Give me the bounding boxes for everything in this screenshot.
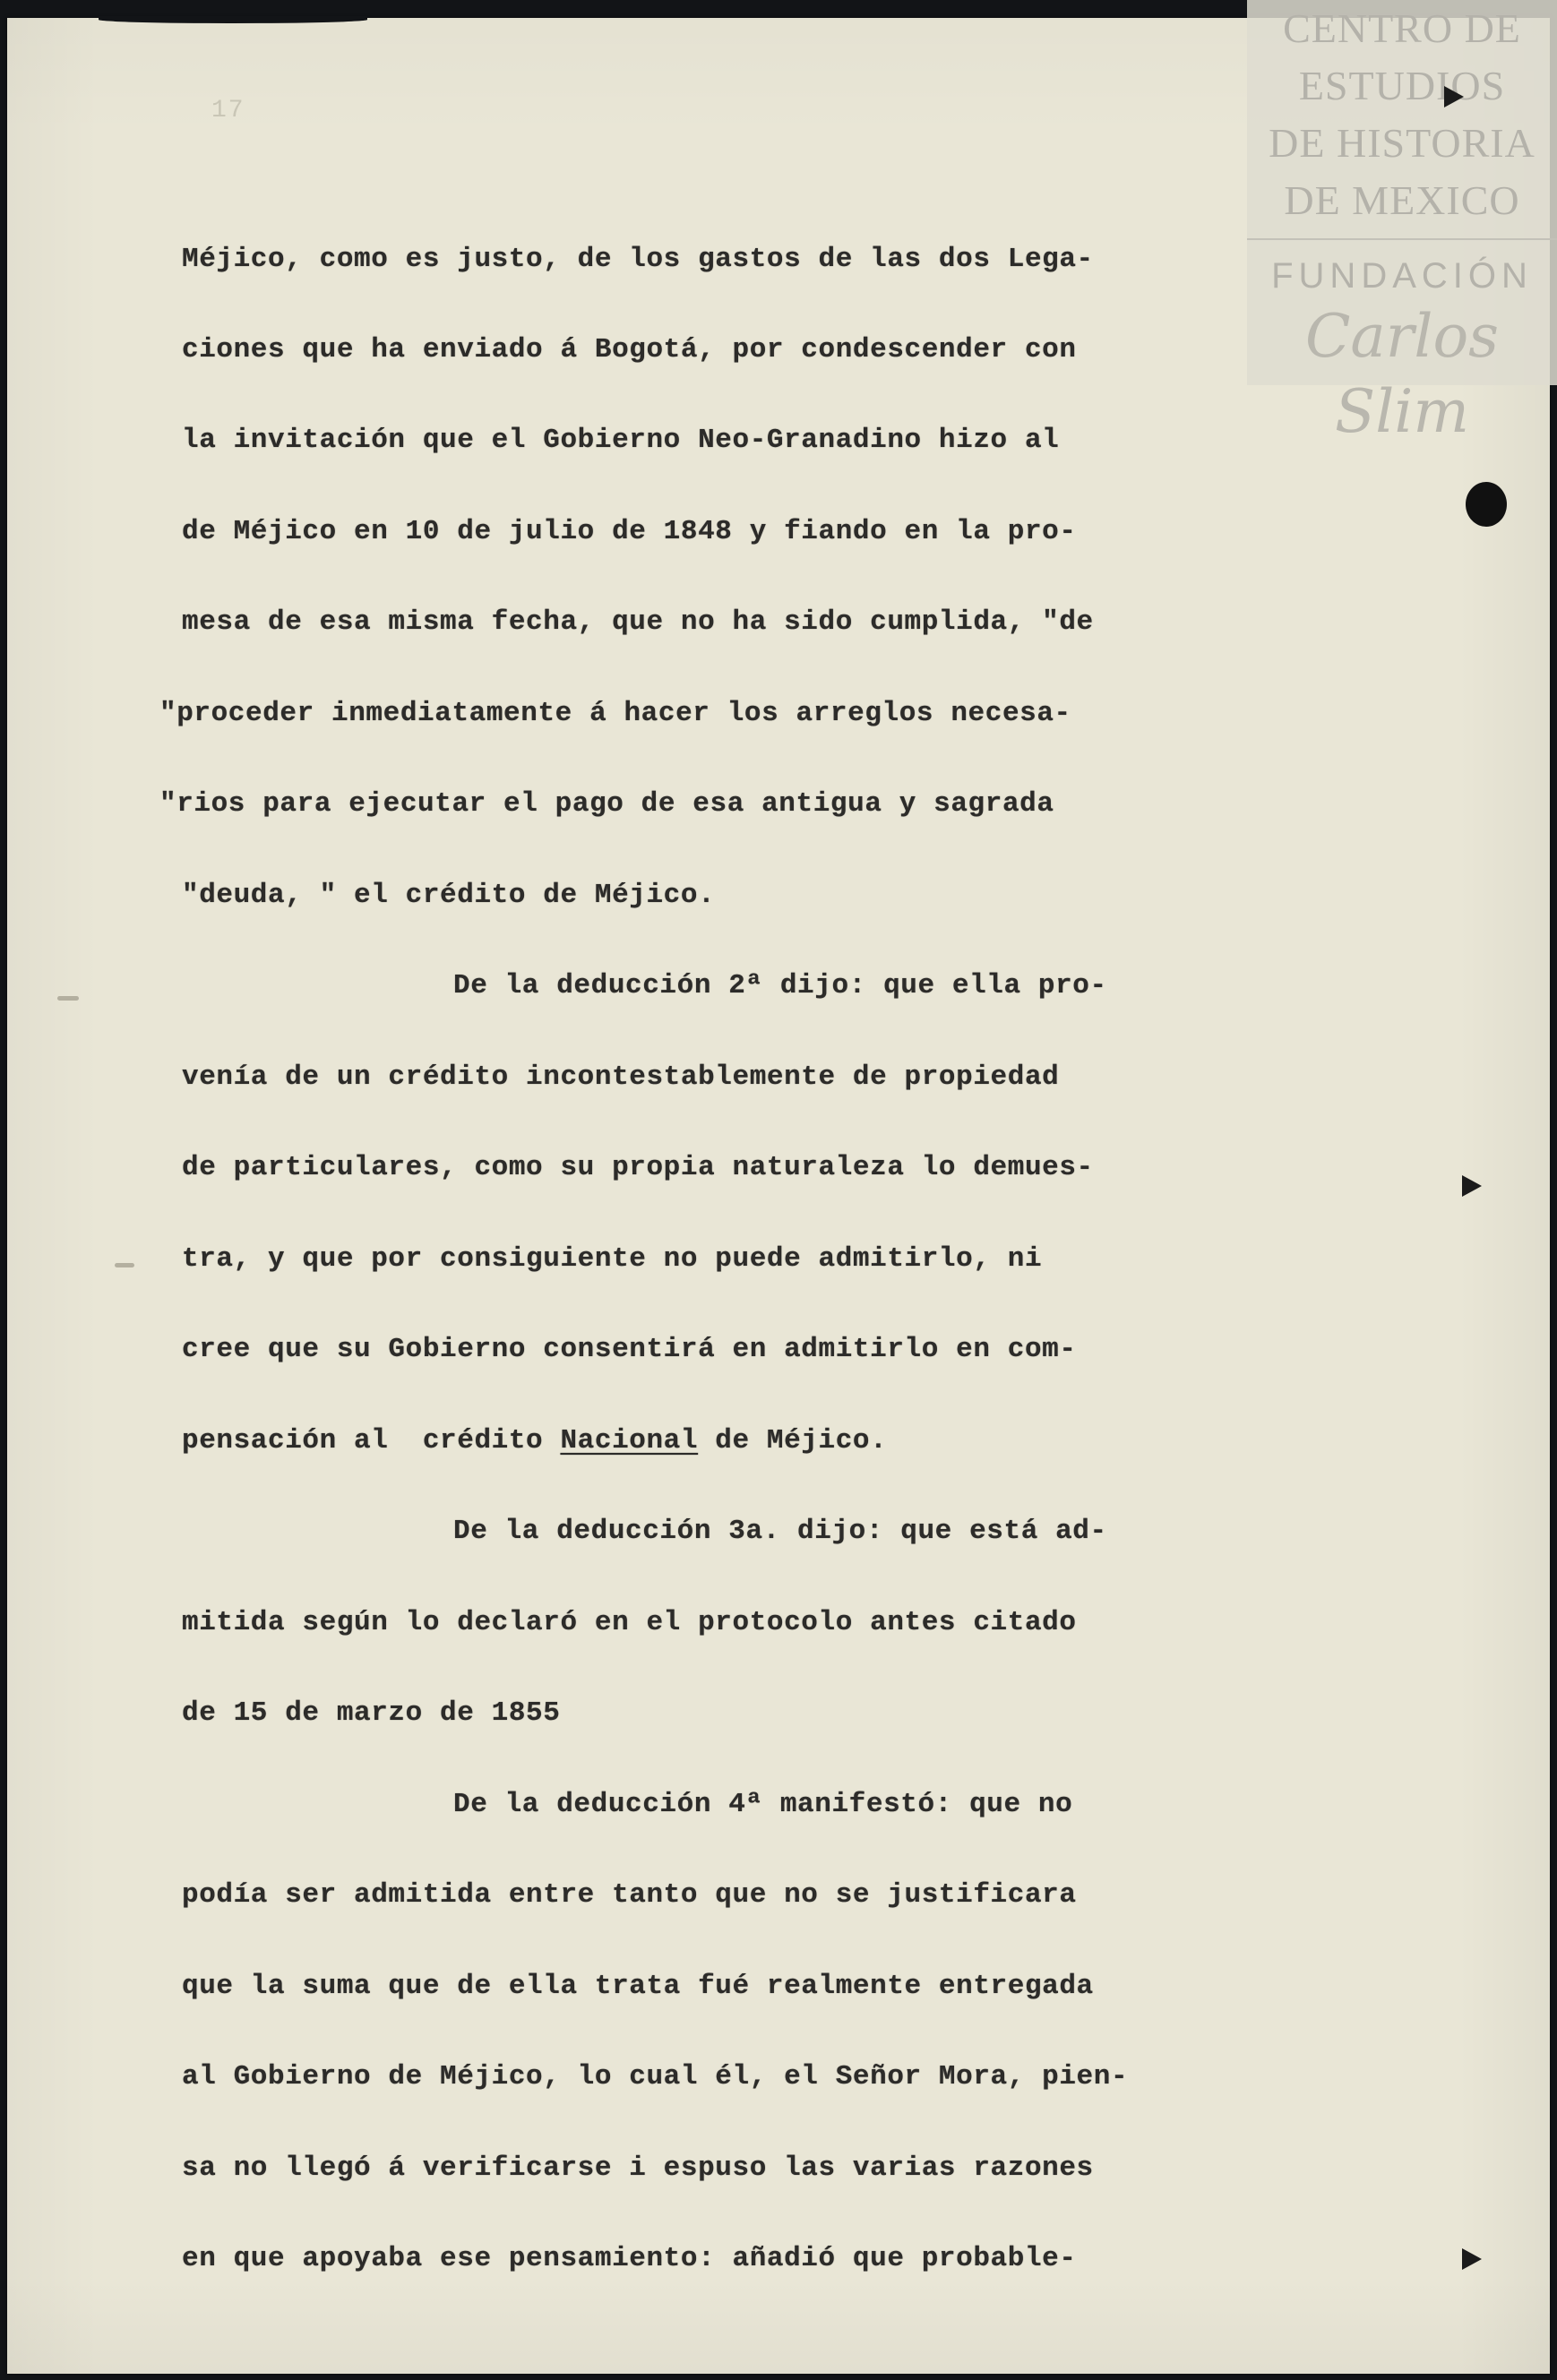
text-line: cree que su Gobierno consentirá en admitirlo en com- [182, 1334, 1077, 1365]
paragraph-start: De la deducción 3a. dijo: que está ad- [453, 1516, 1107, 1547]
text-line: de Méjico en 10 de julio de 1848 y fiando en la pro- [182, 516, 1077, 547]
text-line: mesa de esa misma fecha, que no ha sido cumplida, "de [182, 606, 1094, 638]
watermark-line: DE MEXICO [1284, 177, 1520, 223]
text-line: Méjico, como es justo, de los gastos de las dos Lega- [182, 244, 1094, 275]
watermark-line: ESTUDIOS [1298, 63, 1506, 108]
text-line: "deuda, " el crédito de Méjico. [182, 880, 716, 911]
text-line: podía ser admitida entre tanto que no se justificara [182, 1879, 1077, 1911]
text-line: sa no llegó á verificarse i espuso las varias razones [182, 2152, 1094, 2184]
text-line: "proceder inmediatamente á hacer los arreglos necesa- [159, 698, 1071, 729]
text-line: al Gobierno de Méjico, lo cual él, el Señor Mora, pien- [182, 2061, 1129, 2092]
text-line: mitida según lo declaró en el protocolo antes citado [182, 1607, 1077, 1638]
text-line: la invitación que el Gobierno Neo-Granadino hizo al [182, 425, 1060, 456]
text-line: "rios para ejecutar el pago de esa antigua y sagrada [159, 788, 1054, 820]
text-line: venía de un crédito incontestablemente de propiedad [182, 1061, 1060, 1093]
text-line: en que apoyaba ese pensamiento: añadió que probable- [182, 2243, 1077, 2274]
text-line: de 15 de marzo de 1855 [182, 1697, 561, 1729]
text-segment: pensación al crédito [182, 1425, 561, 1456]
paragraph-start: De la deducción 2ª dijo: que ella pro- [453, 970, 1107, 1001]
text-line: tra, y que por consiguiente no puede admitirlo, ni [182, 1243, 1043, 1275]
text-line [182, 1423, 887, 1459]
watermark-foundation: FUNDACIÓN [1271, 256, 1533, 296]
text-segment: de Méjico. [698, 1425, 888, 1456]
text-line: ciones que ha enviado á Bogotá, por condescender con [182, 334, 1077, 365]
text-line: que la suma que de ella trata fué realmente entregada [182, 1971, 1094, 2002]
text-line: de particulares, como su propia naturaleza lo demues- [182, 1152, 1094, 1183]
watermark-line: CENTRO DE [1283, 5, 1521, 51]
underlined-word: Nacional [560, 1425, 699, 1456]
watermark-line: DE HISTORIA [1269, 120, 1535, 166]
paragraph-start: De la deducción 4ª manifestó: que no [453, 1789, 1073, 1820]
page-number: 17 [211, 97, 245, 125]
watermark-signature: Carlos Slim [1304, 302, 1500, 446]
